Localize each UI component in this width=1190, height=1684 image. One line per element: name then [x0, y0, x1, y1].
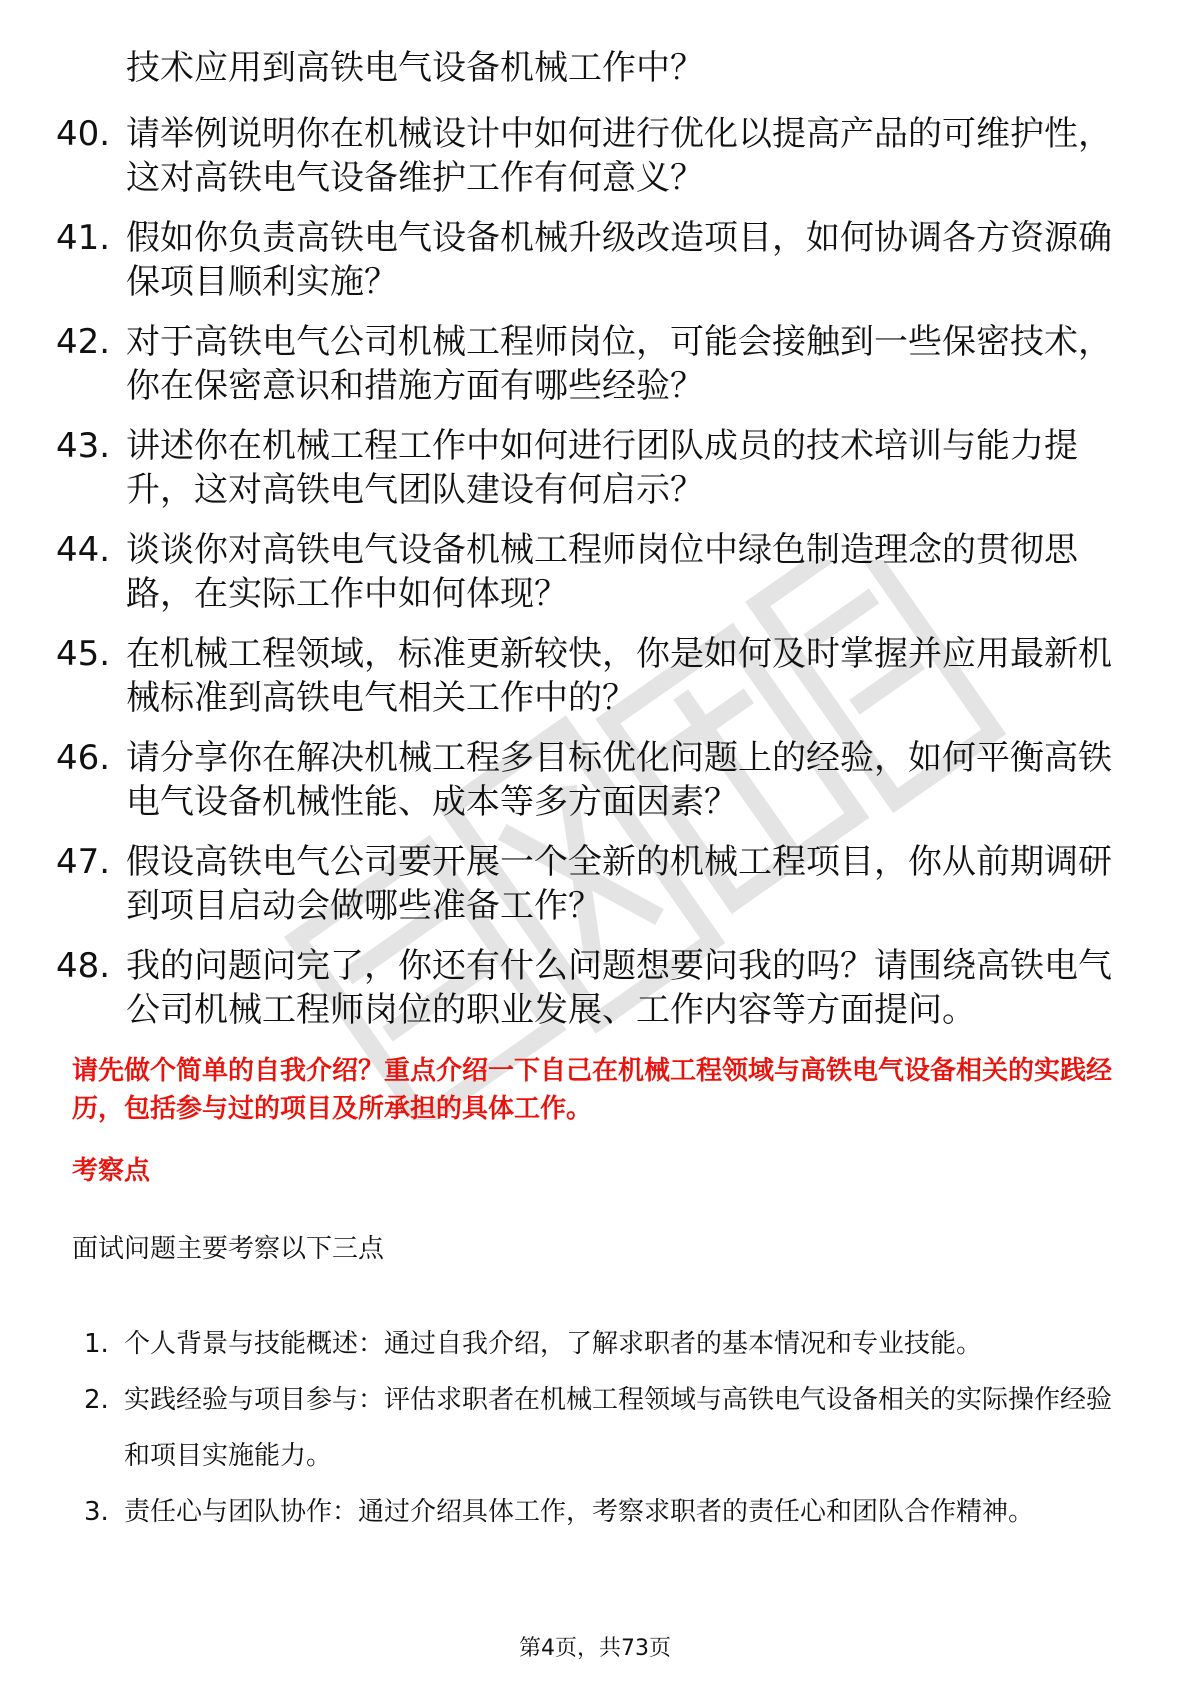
intro-question: 请先做个简单的自我介绍？重点介绍一下自己在机械工程领域与高铁电气设备相关的实践经历，包括参与过的项目及所承担的具体工作。: [72, 1056, 1113, 1124]
lead-text: 面试问题主要考察以下三点: [72, 1234, 385, 1264]
question-text: 请举例说明你在机械设计中如何进行优化以提高产品的可维护性，这对高铁电气设备维护工作有何意义？: [126, 114, 1112, 198]
section-title: 考察点: [72, 1156, 151, 1186]
list-item: [56, 216, 1130, 304]
assessment-points-list: [84, 1316, 1134, 1540]
list-item: [56, 632, 1130, 720]
list-item: [56, 528, 1130, 616]
question-number: 48.: [56, 946, 111, 986]
question-number: 43.: [56, 426, 111, 466]
question-number: 46.: [56, 738, 111, 778]
list-item: [84, 1372, 1134, 1484]
point-number: 1.: [84, 1329, 109, 1359]
question-text: 讲述你在机械工程工作中如何进行团队成员的技术培训与能力提升，这对高铁电气团队建设有何启示？: [126, 426, 1078, 510]
list-item: [56, 944, 1130, 1032]
question-number: 42.: [56, 322, 111, 362]
point-text: 实践经验与项目参与：评估求职者在机械工程领域与高铁电气设备相关的实际操作经验和项目实施能力。: [124, 1385, 1113, 1471]
question-text: 假如你负责高铁电气设备机械升级改造项目，如何协调各方资源确保项目顺利实施？: [126, 218, 1112, 302]
list-item: [56, 840, 1130, 928]
question-continuation: 技术应用到高铁电气设备机械工作中？: [126, 48, 704, 88]
point-number: 2.: [84, 1385, 109, 1415]
list-item: [84, 1484, 1134, 1540]
question-number: 44.: [56, 530, 111, 570]
point-text: 个人背景与技能概述：通过自我介绍，了解求职者的基本情况和专业技能。: [124, 1329, 983, 1359]
question-list: [56, 112, 1130, 1048]
question-text: 我的问题问完了，你还有什么问题想要问我的吗？请围绕高铁电气公司机械工程师岗位的职业发展、工作内容等方面提问。: [126, 946, 1112, 1030]
list-item: [56, 320, 1130, 408]
question-text: 假设高铁电气公司要开展一个全新的机械工程项目，你从前期调研到项目启动会做哪些准备工作？: [126, 842, 1112, 926]
question-number: 40.: [56, 114, 111, 154]
list-item: [56, 736, 1130, 824]
point-text: 责任心与团队协作：通过介绍具体工作，考察求职者的责任心和团队合作精神。: [124, 1497, 1035, 1527]
page-footer: 第4页，共73页: [519, 1636, 671, 1661]
question-number: 47.: [56, 842, 111, 882]
point-number: 3.: [84, 1497, 109, 1527]
question-text: 对于高铁电气公司机械工程师岗位，可能会接触到一些保密技术，你在保密意识和措施方面有哪些经验？: [126, 322, 1112, 406]
question-text: 请分享你在解决机械工程多目标优化问题上的经验，如何平衡高铁电气设备机械性能、成本等多方面因素？: [126, 738, 1112, 822]
question-number: 41.: [56, 218, 111, 258]
list-item: [84, 1316, 1134, 1372]
question-text: 谈谈你对高铁电气设备机械工程师岗位中绿色制造理念的贯彻思路，在实际工作中如何体现？: [126, 530, 1078, 614]
list-item: [56, 424, 1130, 512]
question-number: 45.: [56, 634, 111, 674]
question-text: 在机械工程领域，标准更新较快，你是如何及时掌握并应用最新机械标准到高铁电气相关工作中的？: [126, 634, 1112, 718]
list-item: [56, 112, 1130, 200]
